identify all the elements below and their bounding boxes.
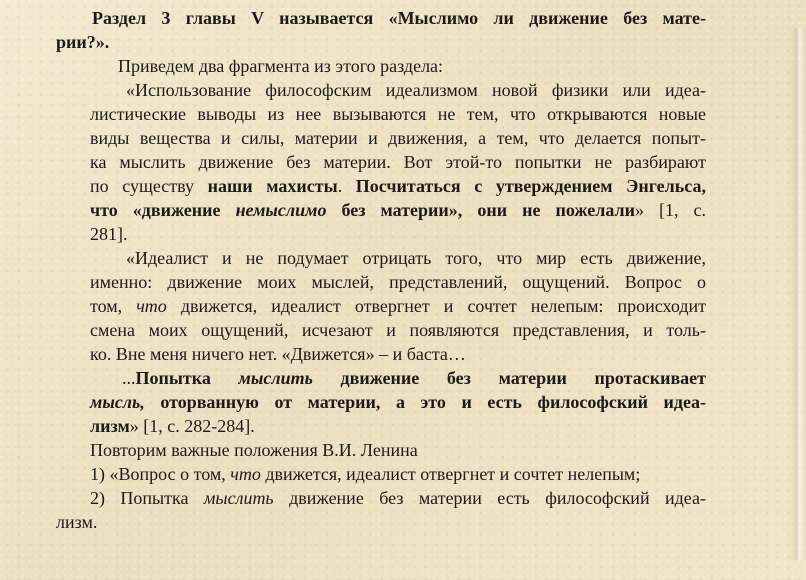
page-edge: [790, 28, 806, 560]
quote2-line-5: ко. Вне меня ничего нет. «Движется» – и баста…: [90, 344, 466, 364]
quote2-line-4: смена моих ощущений, исчезают и появляются представления, и толь-: [90, 320, 706, 340]
quote1-l5-d: Посчитаться с утверждением Энгельса,: [355, 176, 706, 196]
quote2-line-6: [122, 366, 706, 390]
quote1-l5-a: по существу: [90, 176, 208, 196]
quote1-line-5: [90, 174, 706, 198]
summary-point-2: [90, 486, 706, 510]
quote2-l3-b: что: [136, 296, 167, 316]
quote2-line-8: [90, 414, 255, 438]
quote1-l6-d: » [1, с.: [634, 200, 706, 220]
summary-p1-b: что: [230, 464, 261, 484]
quote1-l5-b: наши махисты: [207, 176, 338, 196]
summary-point-2-cont: лизм.: [56, 512, 98, 532]
quote2-line-2: именно: движение моих мыслей, представлений, ощущений. Вопрос о: [90, 272, 706, 292]
quote2-l8-a: лизм: [90, 416, 130, 436]
quote2-l6-a: ...: [122, 368, 136, 388]
quote2-l3-c: движется, идеалист отвергнет и сочтет нелепым: происходит: [166, 296, 706, 316]
heading-line-1: Раздел 3 главы V называется «Мыслимо ли движение без мате-: [92, 8, 706, 28]
summary-p2-b: мыслить: [203, 488, 274, 508]
quote1-l5-c: .: [337, 176, 356, 196]
quote2-line-1: «Идеалист и не подумает отрицать того, что мир есть движение,: [126, 248, 706, 268]
summary-p2-a: 2) Попытка: [90, 488, 204, 508]
quote1-line-4: ка мыслить движение без материи. Вот этой-то попытки не разбирают: [90, 152, 706, 172]
summary-p1-c: движется, идеалист отвергнет и сочтет нелепым;: [260, 464, 641, 484]
intro-text: Приведем два фрагмента из этого раздела:: [118, 56, 444, 76]
summary-p1-a: 1) «Вопрос о том,: [90, 464, 231, 484]
quote2-l7-a: мысль,: [90, 392, 145, 412]
quote2-line-7: [90, 390, 706, 414]
quote1-l6-c: без материи», они не пожелали: [326, 200, 635, 220]
quote2-l3-a: том,: [90, 296, 137, 316]
summary-point-1: [90, 462, 640, 486]
summary-title: Повторим важные положения В.И. Ленина: [90, 440, 418, 460]
quote2-l8-b: » [1, с. 282-284].: [129, 416, 255, 436]
quote2-l6-b: Попытка: [135, 368, 239, 388]
quote1-line-2: листические выводы из нее вызываются не тем, что открываются новые: [90, 104, 706, 124]
quote2-l6-c: мыслить: [238, 368, 313, 388]
quote1-line-3: виды вещества и силы, материи и движения, а тем, что делается попыт-: [90, 128, 706, 148]
quote1-l6-b: немыслимо: [235, 200, 327, 220]
quote2-l6-d: движение без материи протаскивает: [312, 368, 706, 388]
quote2-l7-b: оторванную от материи, а это и есть философский идеа-: [144, 392, 706, 412]
quote2-line-3: [90, 294, 706, 318]
quote1-line-6: [90, 198, 706, 222]
quote1-line-1: «Использование философским идеализмом новой физики или идеа-: [126, 80, 706, 100]
summary-p2-c: движение без материи есть философский идеа-: [273, 488, 706, 508]
quote1-l6-a: что «движение: [90, 200, 236, 220]
quote1-line-7: 281].: [90, 224, 128, 244]
heading-line-2: рии?».: [56, 32, 110, 52]
